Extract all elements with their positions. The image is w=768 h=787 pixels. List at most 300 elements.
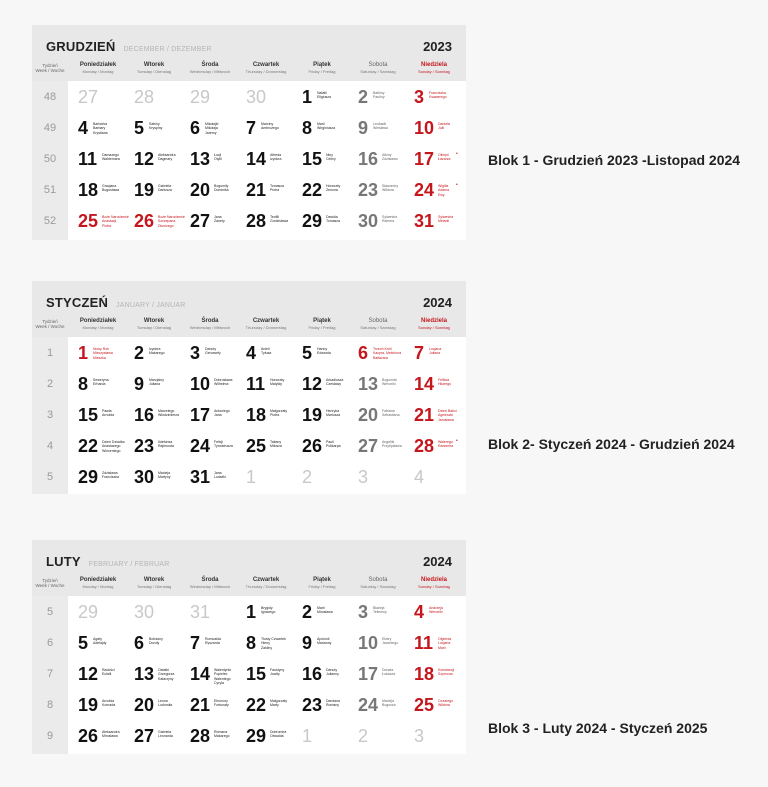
name-day: Łukasza — [382, 672, 396, 677]
day-number: 18 — [246, 405, 267, 425]
name-day: Aleksandra — [102, 730, 120, 734]
name-days — [214, 668, 231, 685]
day-cell — [350, 462, 406, 492]
weekday-name: Poniedziałek — [79, 318, 117, 324]
day-cell — [182, 82, 238, 112]
name-day: Trzech Króli — [373, 347, 392, 351]
year-label: 2024 — [423, 554, 452, 569]
name-day: Konrada — [102, 703, 116, 708]
day-number: 15 — [78, 405, 99, 425]
weekday-name-en: Friday / Freitag — [308, 69, 336, 74]
name-day: Szymona — [438, 672, 453, 677]
day-cell — [238, 144, 294, 174]
name-day: Feliksa — [438, 378, 450, 382]
name-day: Telimeny — [373, 610, 387, 615]
day-cell — [238, 82, 294, 112]
name-days — [158, 730, 173, 739]
name-day: Macieja — [382, 699, 395, 703]
name-day: Hilarego — [438, 382, 452, 387]
name-days — [438, 378, 451, 387]
name-days — [93, 637, 106, 646]
weekday-name-en: Sunday / Sonntag — [418, 69, 450, 74]
name-day: Oswalda — [270, 734, 284, 739]
name-days — [373, 122, 388, 131]
name-days — [382, 153, 398, 162]
name-day: Mikołaja — [205, 126, 218, 131]
day-number: 26 — [78, 726, 99, 746]
name-day: Macieja — [158, 471, 171, 475]
weekday-header — [126, 62, 182, 74]
day-cell — [70, 721, 126, 751]
name-day: Wirginiusza — [317, 126, 336, 131]
day-number: 13 — [358, 374, 379, 394]
name-day: Polikarpa — [326, 444, 341, 449]
day-cell — [294, 144, 350, 174]
weekday-name: Czwartek — [252, 577, 280, 583]
name-day: Ewy — [438, 192, 445, 197]
name-day: Otylii — [214, 157, 222, 162]
day-number: 27 — [134, 726, 155, 746]
name-day: Tatiany — [270, 440, 282, 444]
name-day: Genowefy — [205, 351, 221, 356]
day-number: 3 — [414, 87, 425, 107]
weekday-header — [406, 62, 462, 74]
day-number: 12 — [78, 664, 99, 684]
name-day: Julianny — [326, 672, 339, 677]
name-day: Marciny — [261, 122, 274, 126]
name-day: Tłusty Czwartek — [261, 637, 286, 641]
day-cell — [70, 369, 126, 399]
weekday-name: Sobota — [368, 62, 388, 68]
name-days — [382, 668, 395, 677]
day-cell — [294, 628, 350, 658]
name-days — [382, 637, 398, 646]
name-day: Fabiana — [382, 409, 395, 413]
week-number: 48 — [43, 91, 57, 103]
weekday-name-en: Saturday / Samstag — [360, 69, 396, 74]
day-number: 14 — [414, 374, 435, 394]
name-day: Ignacego — [261, 610, 276, 615]
name-days — [429, 606, 443, 615]
name-day: Cyryla — [214, 680, 224, 685]
name-day: Żakliny — [261, 645, 273, 650]
name-day: Marty — [270, 703, 279, 708]
calendar-block-3 — [32, 540, 466, 754]
name-day: Jarosława — [438, 417, 454, 422]
day-cell — [126, 338, 182, 368]
name-day: Katarzyny — [158, 676, 174, 681]
name-day: Izydora — [270, 157, 282, 162]
weekday-name: Wtorek — [143, 577, 165, 583]
day-number: 26 — [302, 436, 323, 456]
name-day: Mieszka — [93, 355, 106, 360]
name-days — [149, 347, 165, 356]
day-number: 16 — [134, 405, 155, 425]
day-number: 21 — [246, 180, 267, 200]
name-day: Damazego — [102, 153, 119, 157]
name-day: Krystiana — [93, 130, 108, 135]
day-cell — [238, 628, 294, 658]
day-number: 30 — [358, 211, 379, 231]
name-days — [382, 215, 397, 224]
name-days — [214, 215, 225, 224]
day-cell — [406, 659, 462, 689]
day-cell — [182, 369, 238, 399]
day-number: 31 — [190, 467, 211, 487]
day-number: 22 — [246, 695, 267, 715]
day-cell — [70, 400, 126, 430]
day-cell — [406, 721, 462, 751]
day-number: 28 — [414, 436, 435, 456]
day-number: 10 — [414, 118, 435, 138]
name-day: Tytusa — [261, 351, 272, 356]
name-day: Waldemara — [102, 157, 120, 162]
day-number: 4 — [414, 467, 425, 487]
name-day: Wiktora — [382, 188, 394, 193]
name-day: Honoraty — [270, 378, 285, 382]
weekday-header — [182, 577, 238, 589]
day-cell — [126, 659, 182, 689]
name-days — [317, 347, 331, 356]
day-cell — [182, 462, 238, 492]
day-cell — [238, 113, 294, 143]
day-number: 5 — [134, 118, 145, 138]
name-day: Leokadii — [373, 122, 387, 126]
name-day: Melanii — [438, 219, 450, 224]
day-cell — [350, 431, 406, 461]
day-cell — [294, 206, 350, 236]
weekday-name-en: Monday / Montag — [82, 325, 114, 330]
name-day: Eligiusza — [317, 95, 332, 100]
name-day: Miłosza — [270, 444, 282, 449]
moon-phase-icon: • — [456, 182, 458, 188]
name-days — [261, 347, 271, 356]
name-days — [326, 184, 340, 193]
day-number: 29 — [302, 211, 323, 231]
day-number: 6 — [134, 633, 145, 653]
name-day: Anieli — [261, 347, 270, 351]
day-cell — [182, 113, 238, 143]
week-number: 50 — [43, 153, 57, 165]
name-day: Romualda — [205, 637, 221, 641]
day-cell — [350, 113, 406, 143]
name-days — [158, 215, 185, 228]
weekday-name-en: Thursday / Donnerstag — [245, 69, 287, 74]
name-days — [326, 409, 340, 418]
name-day: Agaty — [93, 637, 102, 641]
name-days — [373, 347, 401, 360]
week-number: 6 — [46, 637, 54, 649]
day-cell — [70, 82, 126, 112]
day-cell — [238, 400, 294, 430]
weekday-name: Środa — [201, 577, 219, 583]
day-cell — [350, 144, 406, 174]
name-day: Niny — [326, 153, 334, 157]
day-number: 20 — [358, 405, 379, 425]
name-day: Antoniego — [214, 409, 230, 413]
name-day: Albiny — [382, 153, 392, 157]
name-day: Ludwiki — [214, 475, 226, 480]
day-number: 13 — [190, 149, 211, 169]
name-days — [270, 153, 281, 162]
day-cell — [182, 400, 238, 430]
name-day: Anastazego — [102, 444, 121, 449]
name-days — [317, 606, 333, 615]
name-day: Fortunaty — [214, 703, 229, 708]
day-cell — [406, 462, 462, 492]
name-day: Lucjana — [429, 347, 442, 351]
day-number: 29 — [78, 602, 99, 622]
name-day: Angeliki — [382, 440, 395, 444]
day-cell — [126, 690, 182, 720]
day-cell — [126, 144, 182, 174]
weekday-header — [350, 62, 406, 74]
day-number: 5 — [302, 343, 313, 363]
name-day: Włodzimierza — [158, 413, 180, 418]
name-day: Damiana — [326, 699, 341, 703]
day-cell — [126, 462, 182, 492]
name-days — [270, 730, 286, 739]
name-day: Wincentego — [102, 448, 121, 453]
week-number: 2 — [46, 378, 54, 390]
name-day: Elwiry — [382, 637, 392, 641]
weekday-header — [406, 318, 462, 330]
name-day: Ambrożego — [261, 126, 279, 131]
name-days — [438, 215, 453, 224]
name-day: Arkadiusza — [326, 378, 344, 382]
name-day: Dominika — [214, 188, 229, 193]
name-day: Balbiny — [373, 91, 385, 95]
name-day: Ryszarda — [205, 641, 220, 646]
name-day: Tymoteusza — [214, 444, 233, 449]
name-day: Jana — [214, 413, 222, 418]
day-number: 28 — [190, 726, 211, 746]
name-day: Eleonory — [214, 699, 228, 703]
day-cell — [126, 175, 182, 205]
day-number: 3 — [190, 343, 201, 363]
name-day: Łucji — [214, 153, 222, 157]
name-day: Matyldy — [270, 382, 283, 387]
weekday-name: Niedziela — [420, 62, 447, 68]
name-day: Ksawerego — [429, 95, 447, 100]
day-cell — [126, 206, 185, 236]
weekday-name: Czwartek — [252, 62, 280, 68]
day-number: 14 — [190, 664, 211, 684]
name-day: Rainera — [382, 219, 395, 224]
name-day: Małgorzaty — [270, 409, 288, 413]
name-day: Wilhelma — [214, 382, 229, 387]
weekday-name: Czwartek — [252, 318, 280, 324]
name-days — [149, 637, 163, 646]
name-day: Jana — [214, 471, 222, 475]
name-day: Jana — [214, 215, 222, 219]
weekday-header — [182, 318, 238, 330]
name-days — [373, 606, 387, 615]
day-number: 11 — [78, 149, 98, 169]
day-cell — [70, 690, 126, 720]
day-cell — [238, 206, 294, 236]
name-day: Wiesława — [373, 126, 388, 131]
name-day: Dzień Babci — [438, 409, 457, 413]
week-number: 1 — [46, 347, 54, 359]
weekday-header — [294, 62, 350, 74]
day-cell — [126, 431, 182, 461]
name-days — [149, 378, 164, 387]
name-days — [102, 668, 115, 677]
week-number: 3 — [46, 409, 54, 421]
name-day: Bogumiła — [382, 378, 397, 382]
weekday-name: Piątek — [313, 577, 331, 583]
weekday-name: Niedziela — [420, 577, 447, 583]
name-day: Bohdany — [149, 637, 163, 641]
day-number: 3 — [414, 726, 425, 746]
name-day: Makarego — [149, 351, 165, 356]
day-number: 29 — [78, 467, 99, 487]
name-day: Adama — [438, 188, 450, 193]
day-cell — [182, 628, 238, 658]
day-number: 4 — [414, 602, 425, 622]
name-day: Szczepana — [158, 219, 176, 224]
name-days — [438, 122, 450, 131]
name-days — [317, 637, 331, 646]
day-number: 7 — [246, 118, 257, 138]
name-days — [205, 347, 221, 356]
day-cell — [238, 338, 294, 368]
day-cell — [182, 144, 238, 174]
name-day: Juliana — [429, 351, 441, 356]
name-day: Faustyny — [270, 668, 285, 672]
name-days — [158, 440, 174, 449]
name-days — [102, 184, 119, 193]
name-day: Gabriela — [158, 730, 172, 734]
day-number: 4 — [78, 118, 89, 138]
block-caption-2: Blok 2- Styczeń 2024 - Grudzień 2024 — [488, 436, 735, 452]
name-days — [261, 122, 279, 131]
weekday-name-en: Tuesday / Dienstag — [136, 325, 172, 330]
name-day: Dobrosława — [214, 378, 233, 382]
name-day: Tomasza — [326, 219, 341, 224]
name-day: Zdzisława — [382, 157, 398, 162]
name-days — [438, 440, 453, 449]
name-day: Hanny — [317, 347, 328, 351]
calendar-block-1 — [32, 25, 466, 240]
name-day: Żanety — [214, 219, 225, 224]
month-name: STYCZEŃ — [46, 295, 109, 310]
weekday-name-en: Saturday / Samstag — [360, 584, 396, 589]
name-day: Celiny — [326, 157, 336, 162]
day-cell — [350, 659, 406, 689]
weekday-name-en: Wednesday / Mittwoch — [189, 325, 231, 330]
name-days — [102, 471, 119, 480]
name-day: Baltazara — [373, 355, 388, 360]
day-cell — [350, 338, 406, 368]
name-day: Sławomiry — [382, 184, 399, 188]
month-title — [46, 295, 186, 310]
name-days — [438, 699, 453, 708]
name-day: Rajmunda — [158, 444, 174, 449]
day-cell — [126, 369, 182, 399]
name-days — [382, 184, 398, 193]
name-day: Brygidy — [261, 606, 273, 610]
name-day: Leonarda — [158, 734, 173, 739]
name-day: Sebastiana — [382, 413, 400, 418]
name-day: Makarego — [214, 734, 230, 739]
weekday-name-en: Tuesday / Dienstag — [136, 584, 172, 589]
name-day: Leona — [158, 699, 168, 703]
day-cell — [70, 597, 126, 627]
month-name-en: FEBRUARY / FEBRUAR — [88, 561, 170, 568]
name-days — [261, 637, 286, 650]
day-number: 15 — [246, 664, 267, 684]
name-days — [205, 122, 218, 135]
weekday-name-en: Wednesday / Mittwoch — [189, 69, 231, 74]
name-days — [373, 91, 385, 100]
name-days — [158, 668, 174, 681]
name-day: Jacentego — [382, 641, 399, 646]
name-day: Dzień Dziadka — [102, 440, 125, 444]
weekday-name: Poniedziałek — [79, 577, 117, 583]
weekday-header — [182, 62, 238, 74]
day-cell — [294, 82, 350, 112]
day-number: 23 — [358, 180, 379, 200]
week-number: 52 — [43, 215, 57, 227]
weekday-name-en: Sunday / Sonntag — [418, 325, 450, 330]
name-day: Sylwestra — [382, 215, 398, 219]
name-days — [438, 409, 457, 422]
name-day: Marii — [317, 606, 325, 610]
day-cell — [406, 175, 462, 205]
name-days — [270, 668, 284, 677]
name-day: Danuty — [205, 347, 217, 351]
name-days — [93, 122, 108, 135]
day-number: 6 — [358, 343, 369, 363]
day-number: 30 — [134, 602, 155, 622]
name-days — [261, 606, 275, 615]
name-day: Jaremy — [205, 130, 217, 135]
day-number: 19 — [134, 180, 155, 200]
day-number: 27 — [358, 436, 379, 456]
name-day: Radości — [102, 668, 115, 672]
day-number: 3 — [358, 467, 369, 487]
day-cell — [406, 338, 462, 368]
day-number: 2 — [358, 87, 369, 107]
weekday-name-en: Wednesday / Mittwoch — [189, 584, 231, 589]
name-day: Weroniki — [429, 610, 443, 615]
name-day: Henryka — [326, 409, 340, 413]
name-day: Bogusza — [382, 703, 396, 708]
name-days — [158, 184, 172, 193]
name-day: Dariusza — [158, 188, 172, 193]
day-cell — [238, 175, 294, 205]
day-cell — [70, 628, 126, 658]
day-number: 2 — [302, 467, 313, 487]
name-day: Wigilia — [438, 184, 449, 188]
day-cell — [294, 690, 350, 720]
day-cell — [126, 400, 182, 430]
day-cell — [70, 431, 126, 461]
day-number: 24 — [190, 436, 211, 456]
week-number: 8 — [46, 699, 54, 711]
name-day: Ostatki — [158, 668, 169, 672]
day-cell — [238, 721, 294, 751]
day-cell — [294, 369, 350, 399]
day-cell — [406, 628, 462, 658]
name-day: Seweryna — [93, 378, 109, 382]
name-day: Juliana — [149, 382, 161, 387]
day-number: 7 — [414, 343, 425, 363]
name-day: Olimpii — [438, 153, 449, 157]
day-cell — [238, 369, 294, 399]
